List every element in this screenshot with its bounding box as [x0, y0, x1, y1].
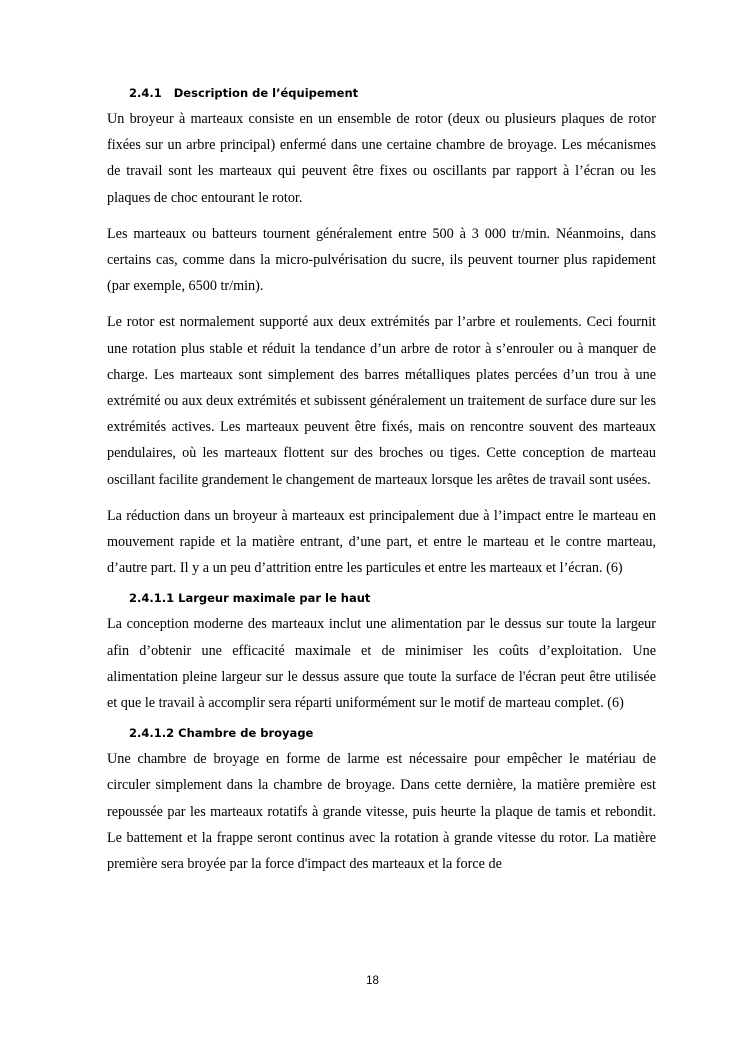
paragraph: Les marteaux ou batteurs tournent généralement entre 500 à 3 000 tr/min. Néanmoins, dans certains cas, comme dans la micro-pulvérisation du sucre, ils peuvent tourner plus rapidement (par exemple, 6500 tr/min).: [107, 225, 656, 295]
section-heading-2-4-1: [129, 86, 656, 100]
section-number: 2.4.1.2: [129, 726, 175, 741]
section-number: 2.4.1: [129, 86, 162, 100]
section-heading-2-4-1-1: [129, 591, 656, 605]
paragraph: Le rotor est normalement supporté aux deux extrémités par l’arbre et roulements. Ceci fournit une rotation plus stable et réduit la tendance d’un arbre de rotor à s’enrouler ou à manquer de charge. Les marteaux sont simplement des barres métalliques plates percées d’un trou à une extrémité ou aux deux extrémités et subissent généralement un traitement de surface dure sur les extrémités actives. Les marteaux peuvent être fixés, mais on rencontre souvent des marteaux pendulaires, où les marteaux flottent sur des broches ou tiges. Cette conception de marteau oscillant facilite grandement le changement de marteaux lorsque les arêtes de travail sont usées.: [107, 314, 656, 488]
paragraph: Un broyeur à marteaux consiste en un ensemble de rotor (deux ou plusieurs plaques de rotor fixées sur un arbre principal) enfermé dans une certaine chambre de broyage. Les mécanismes de travail sont les marteaux qui peuvent être fixes ou oscillants par rapport à l’écran ou les plaques de choc entourant le rotor.: [107, 111, 656, 206]
paragraph: La conception moderne des marteaux inclut une alimentation par le dessus sur toute la largeur afin d’obtenir une efficacité maximale et de minimiser les coûts d’exploitation. Une alimentation pleine largeur sur le dessus assure que toute la surface de l'écran peut être utilisée et que le travail à accomplir sera réparti uniformément sur le motif de marteau complet. (6): [107, 616, 656, 712]
paragraph: Une chambre de broyage en forme de larme est nécessaire pour empêcher le matériau de circuler simplement dans la chambre de broyage. Dans cette dernière, la matière première est repoussée par les marteaux rotatifs à grande vitesse, puis heurte la plaque de tamis et rebondit. Le battement et la frappe seront continus avec la rotation à grande vitesse du rotor. La matière première sera broyée par la force d'impact des marteaux et la force de: [107, 751, 656, 873]
section-number: 2.4.1.1: [129, 591, 175, 606]
document-page: [107, 86, 656, 887]
page-number: 18: [366, 975, 379, 987]
paragraph: La réduction dans un broyeur à marteaux est principalement due à l’impact entre le marteau en mouvement rapide et la matière entrant, d’une part, et entre le marteau et le contre marteau, d’autre part. Il y a un peu d’attrition entre les particules et entre les marteaux et l’écran. (6): [107, 507, 656, 577]
section-heading-2-4-1-2: [129, 726, 656, 740]
section-title: Largeur maximale par le haut: [178, 591, 371, 606]
section-title: Description de l’équipement: [173, 86, 359, 100]
section-title: Chambre de broyage: [178, 726, 314, 741]
